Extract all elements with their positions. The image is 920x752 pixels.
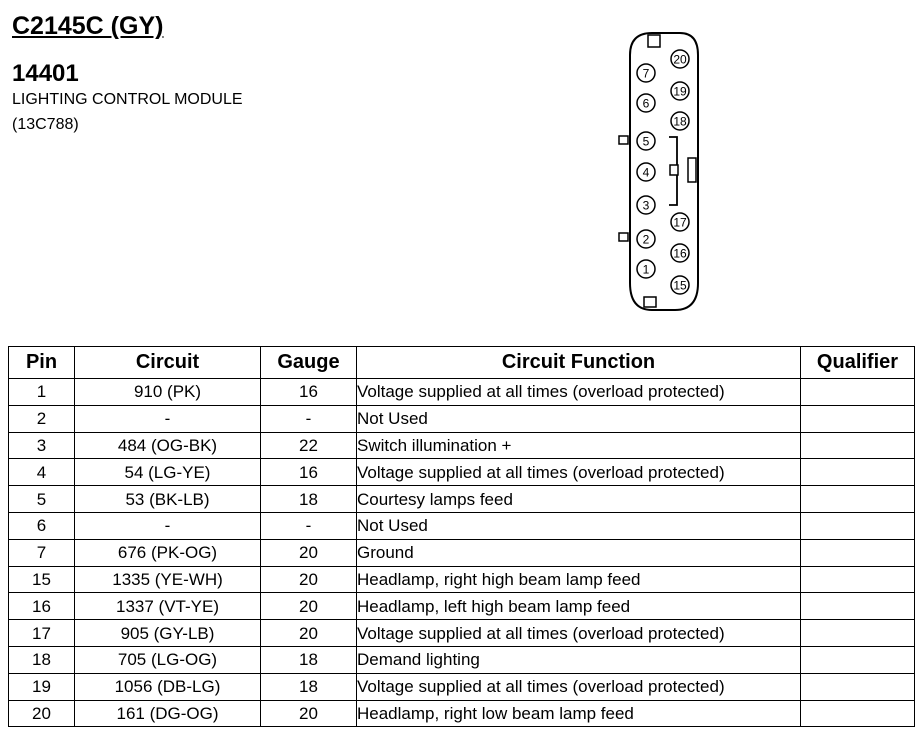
- pin-label: 17: [673, 215, 687, 230]
- table-row: [9, 673, 915, 700]
- qualifier-cell: [801, 512, 915, 539]
- table-row: [9, 379, 915, 406]
- circuit-function-cell: Voltage supplied at all times (overload protected): [357, 620, 801, 647]
- circuit-function-cell: Ground: [357, 539, 801, 566]
- circuit-cell: 1337 (VT-YE): [75, 593, 261, 620]
- pin-cell: 16: [9, 593, 75, 620]
- pin-cell: 15: [9, 566, 75, 593]
- gauge-cell: 18: [261, 486, 357, 513]
- circuit-cell: 705 (LG-OG): [75, 646, 261, 673]
- pin-label: 15: [673, 278, 687, 293]
- table-row: [9, 700, 915, 727]
- pin-cell: 6: [9, 512, 75, 539]
- circuit-function-cell: Not Used: [357, 405, 801, 432]
- pin-cell: 3: [9, 432, 75, 459]
- gauge-cell: -: [261, 512, 357, 539]
- connector-lock-right: [688, 158, 696, 182]
- gauge-cell: 16: [261, 459, 357, 486]
- circuit-function-cell: Headlamp, right high beam lamp feed: [357, 566, 801, 593]
- table-row: [9, 539, 915, 566]
- pin-label: 19: [673, 84, 687, 99]
- qualifier-cell: [801, 593, 915, 620]
- circuit-function-cell: Courtesy lamps feed: [357, 486, 801, 513]
- header-gauge: Gauge: [261, 347, 357, 379]
- pin-cell: 17: [9, 620, 75, 647]
- circuit-cell: 676 (PK-OG): [75, 539, 261, 566]
- pin-label: 18: [673, 114, 687, 129]
- circuit-function-cell: Not Used: [357, 512, 801, 539]
- circuit-cell: 1335 (YE-WH): [75, 566, 261, 593]
- pin-cell: 4: [9, 459, 75, 486]
- circuit-cell: 54 (LG-YE): [75, 459, 261, 486]
- gauge-cell: 20: [261, 566, 357, 593]
- circuit-function-cell: Switch illumination +: [357, 432, 801, 459]
- connector-title: C2145C (GY): [12, 12, 164, 40]
- gauge-cell: 16: [261, 379, 357, 406]
- connector-face-diagram: [600, 25, 710, 315]
- qualifier-cell: [801, 620, 915, 647]
- pin-label: 20: [673, 52, 687, 67]
- connector-latch-top: [648, 35, 660, 47]
- pin-cell: 1: [9, 379, 75, 406]
- qualifier-cell: [801, 432, 915, 459]
- table-row: [9, 593, 915, 620]
- qualifier-cell: [801, 673, 915, 700]
- part-code: (13C788): [12, 116, 79, 133]
- table-row: [9, 512, 915, 539]
- gauge-cell: 18: [261, 673, 357, 700]
- table-row: [9, 566, 915, 593]
- table-row: [9, 620, 915, 647]
- gauge-cell: 20: [261, 620, 357, 647]
- pin-cell: 19: [9, 673, 75, 700]
- gauge-cell: 20: [261, 700, 357, 727]
- circuit-cell: 53 (BK-LB): [75, 486, 261, 513]
- part-name: LIGHTING CONTROL MODULE: [12, 91, 243, 108]
- pin-label: 5: [642, 134, 650, 149]
- gauge-cell: 20: [261, 539, 357, 566]
- pin-cell: 20: [9, 700, 75, 727]
- circuit-function-cell: Headlamp, right low beam lamp feed: [357, 700, 801, 727]
- pin-label: 1: [642, 262, 650, 277]
- qualifier-cell: [801, 566, 915, 593]
- circuit-cell: -: [75, 405, 261, 432]
- circuit-function-cell: Demand lighting: [357, 646, 801, 673]
- pinout-table: [8, 346, 915, 727]
- qualifier-cell: [801, 405, 915, 432]
- header-circuit-function: Circuit Function: [357, 347, 801, 379]
- table-header-row: [9, 347, 915, 379]
- pin-cell: 5: [9, 486, 75, 513]
- circuit-cell: 1056 (DB-LG): [75, 673, 261, 700]
- qualifier-cell: [801, 700, 915, 727]
- gauge-cell: 18: [261, 646, 357, 673]
- pin-cell: 18: [9, 646, 75, 673]
- qualifier-cell: [801, 459, 915, 486]
- gauge-cell: -: [261, 405, 357, 432]
- pin-label: 7: [642, 66, 650, 81]
- pin-label: 4: [642, 165, 650, 180]
- pin-label: 2: [642, 232, 650, 247]
- circuit-cell: 905 (GY-LB): [75, 620, 261, 647]
- circuit-cell: 161 (DG-OG): [75, 700, 261, 727]
- qualifier-cell: [801, 646, 915, 673]
- table-row: [9, 432, 915, 459]
- table-row: [9, 486, 915, 513]
- header-pin: Pin: [9, 347, 75, 379]
- circuit-function-cell: Voltage supplied at all times (overload protected): [357, 673, 801, 700]
- qualifier-cell: [801, 539, 915, 566]
- pin-label: 3: [642, 198, 650, 213]
- circuit-function-cell: Voltage supplied at all times (overload protected): [357, 459, 801, 486]
- connector-tab-left-upper: [619, 136, 628, 144]
- header-qualifier: Qualifier: [801, 347, 915, 379]
- circuit-cell: -: [75, 512, 261, 539]
- connector-tab-left-lower: [619, 233, 628, 241]
- gauge-cell: 22: [261, 432, 357, 459]
- table-row: [9, 405, 915, 432]
- circuit-cell: 910 (PK): [75, 379, 261, 406]
- pin-label: 6: [642, 96, 650, 111]
- circuit-function-cell: Headlamp, left high beam lamp feed: [357, 593, 801, 620]
- qualifier-cell: [801, 486, 915, 513]
- pin-label: 16: [673, 246, 687, 261]
- header-circuit: Circuit: [75, 347, 261, 379]
- table-row: [9, 646, 915, 673]
- part-number: 14401: [12, 60, 79, 87]
- connector-key-bottom: [644, 297, 656, 307]
- connector-lock-inner: [670, 165, 678, 175]
- circuit-cell: 484 (OG-BK): [75, 432, 261, 459]
- gauge-cell: 20: [261, 593, 357, 620]
- pin-cell: 7: [9, 539, 75, 566]
- qualifier-cell: [801, 379, 915, 406]
- circuit-function-cell: Voltage supplied at all times (overload protected): [357, 379, 801, 406]
- pin-cell: 2: [9, 405, 75, 432]
- table-row: [9, 459, 915, 486]
